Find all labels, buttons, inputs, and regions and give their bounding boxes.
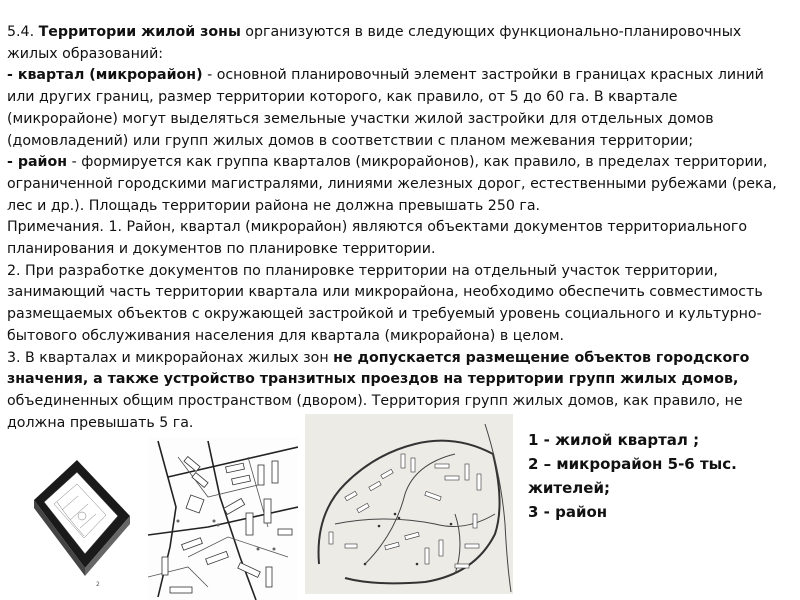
zones-heading: Территории жилой зоны <box>38 24 241 40</box>
note-3-bold: не допускается размещение объектов городского значения, а также устройство транзитных проездов на территории групп жилых домов, <box>7 349 750 388</box>
paragraph-kvartal <box>7 65 792 152</box>
figure-number: 2 <box>96 581 100 588</box>
legend-item-3: 3 - район <box>528 503 608 521</box>
microdistrict-plan-image <box>148 437 298 600</box>
paragraph-note-1: Примечания. 1. Район, квартал (микрорайон) являются объектами документов территориального планирования и документов по планировке территории. <box>7 219 748 258</box>
raion-term: - район <box>7 154 68 171</box>
block-plan-image <box>22 458 142 590</box>
figure-legend <box>528 428 737 524</box>
paragraph-raion <box>7 152 792 217</box>
legend-item-2-cont: жителей; <box>528 479 610 497</box>
kvartal-term: - квартал (микрорайон) <box>7 67 203 84</box>
paragraph-zones <box>7 22 792 65</box>
raion-text: - формируется как группа кварталов (микрорайонов), как правило, в пределах территории, ограниченной городскими магистралями, линиями железных дорог, естественными рубежами (река, лес и др.). Площадь территории района не должна превышать 250 га. <box>7 154 777 214</box>
note-3-prefix: 3. В кварталах и микрорайонах жилых зон <box>7 349 334 366</box>
paragraph-note-2: 2. При разработке документов по планировке территории на отдельный участок территории, занимающий часть территории квартала или микрорайона, необходимо обеспечить совместимость размещаемых объектов с окружающей застройкой и требуемый уровень социального и культурно-бытового обслуживания населения для квартала (микрорайона) в целом. <box>7 262 763 344</box>
main-text <box>7 22 792 434</box>
zones-text: организуются в виде следующих функционально-планировочных жилых образований: <box>7 24 742 62</box>
note-3-rest: объединенных общим пространством (двором). Территория групп жилых домов, как правило, не должна превышать 5 га. <box>7 392 743 431</box>
legend-item-1: 1 - жилой квартал ; <box>528 431 700 449</box>
kvartal-text: - основной планировочный элемент застройки в границах красных линий или других границ, размер территории которого, как правило, от 5 до 60 га. В квартале (микрорайоне) могут выделяться земельные участки жилой застройки для отдельных домов (домовладений) или групп жилых домов в соответствии с планом межевания территории; <box>7 67 764 149</box>
legend-item-2: 2 – микрорайон 5-6 тыс. <box>528 455 737 473</box>
district-plan-image <box>305 414 513 594</box>
section-number: 5.4. <box>7 24 39 40</box>
